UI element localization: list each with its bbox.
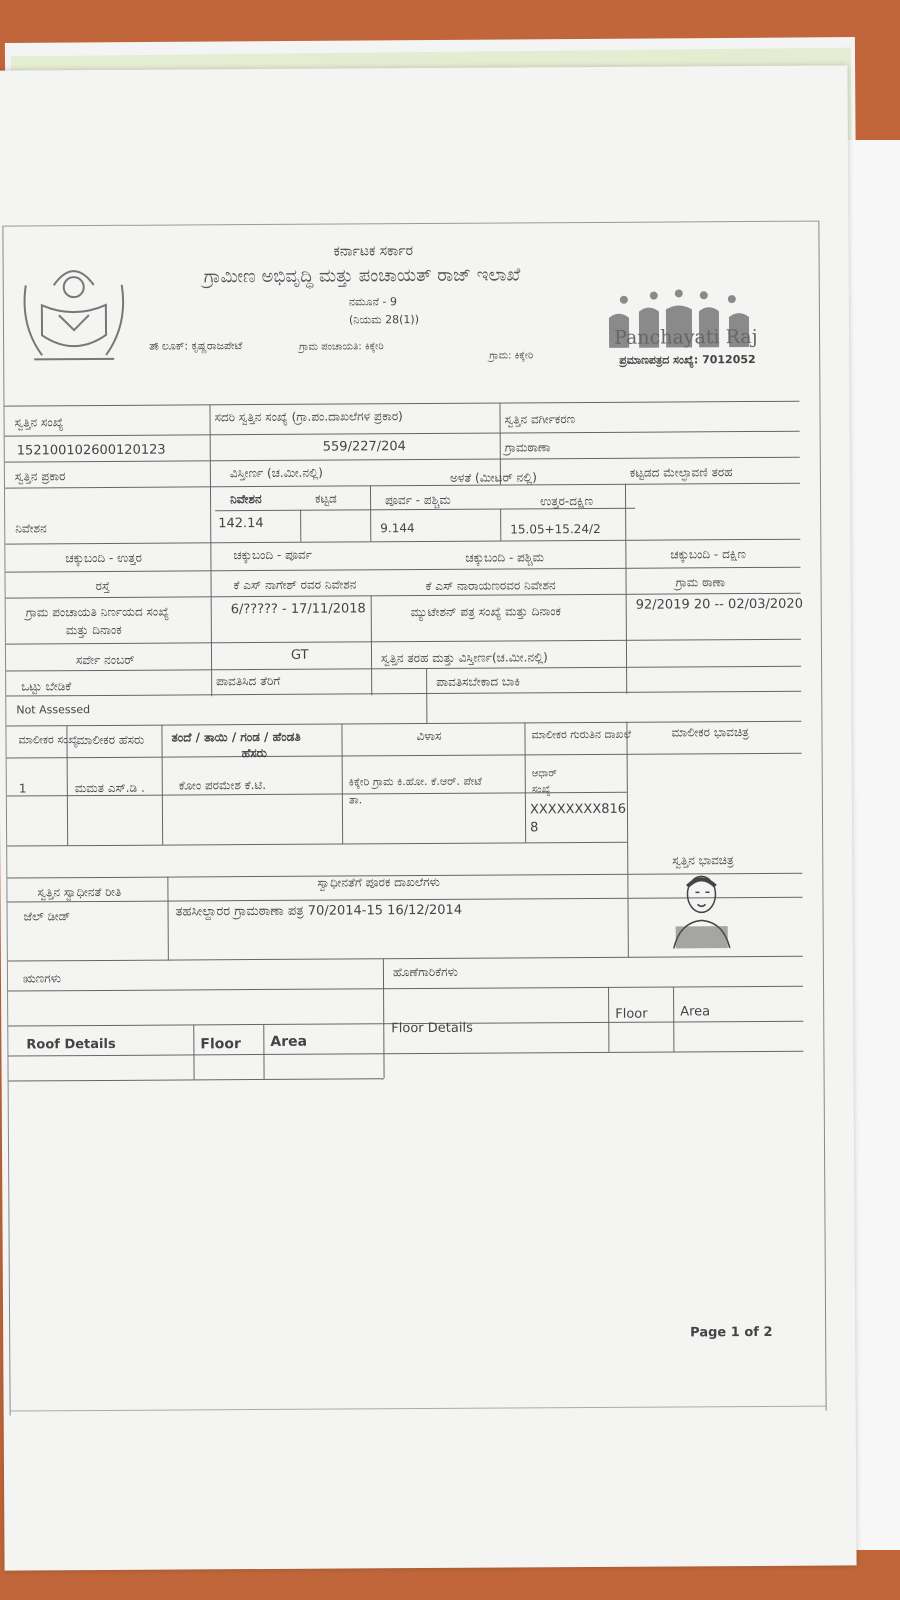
acquisition-docs-label: ಸ್ವಾಧೀನತೆಗೆ ಪೂರಕ ದಾಖಲೆಗಳು xyxy=(317,874,440,890)
certificate-number: ಪ್ರಮಾಣಪತ್ರದ ಸಂಖ್ಯೆ: 7012052 xyxy=(619,352,756,367)
table-line xyxy=(161,725,163,845)
east-boundary-label: ಚಕ್ಕುಬಂದಿ - ಪೂರ್ವ xyxy=(233,547,312,563)
south-boundary-value: ಗ್ರಾಮ ಠಾಣಾ xyxy=(675,575,726,590)
east-west-value: 9.144 xyxy=(380,521,415,536)
total-demand-value: Not Assessed xyxy=(16,703,91,717)
floor-details-label: Floor Details xyxy=(391,1020,473,1037)
dept-title: ಗ್ರಾಮೀಣ ಅಭಿವೃದ್ಧಿ ಮತ್ತು ಪಂಚಾಯತ್ ರಾಜ್ ಇಲಾಖೆ xyxy=(203,264,521,288)
table-line xyxy=(9,1078,384,1081)
resolution-value: 6/????? - 17/11/2018 xyxy=(230,601,366,618)
doc-top-border xyxy=(3,221,818,227)
owner-row-address-2: ತಾ. xyxy=(348,793,363,807)
table-line xyxy=(426,668,427,723)
owner-row-father: ಕೋಂ ಪರಮೇಶ ಕೆ.ಟಿ. xyxy=(178,777,267,793)
total-demand-label: ಒಟ್ಟು ಬೇಡಿಕೆ xyxy=(21,679,72,694)
table-line xyxy=(5,431,800,437)
table-line xyxy=(193,1024,194,1079)
property-type-label: ಸ್ವತ್ತಿನ ಪ್ರಕಾರ xyxy=(14,469,66,484)
photo-header: ಮಾಲೀಕರ ಭಾವಚಿತ್ರ xyxy=(671,725,749,740)
panchayati-raj-text: Panchayati Raj xyxy=(614,325,758,349)
table-line xyxy=(8,986,803,992)
property-photo-label: ಸ್ವತ್ತಿನ ಭಾವಚಿತ್ರ xyxy=(672,853,734,868)
roof-details-label: Roof Details xyxy=(26,1036,116,1053)
form-number: ನಮೂನೆ - 9 xyxy=(348,295,398,309)
north-boundary-label: ಚಕ್ಕುಬಂದಿ - ಉತ್ತರ xyxy=(65,550,142,566)
table-line xyxy=(167,877,169,961)
table-line xyxy=(673,986,674,1051)
owner-row-id-value-2: 8 xyxy=(530,820,539,836)
table-line xyxy=(608,987,609,1052)
owner-row-id-value: XXXXXXXX816 xyxy=(529,801,627,818)
responsibilities-label: ಹೊಣೆಗಾರಿಕೆಗಳು xyxy=(392,964,458,980)
property-class-label: ಸ್ವತ್ತಿನ ವರ್ಗೀಕರಣ xyxy=(504,412,576,427)
table-line xyxy=(4,401,799,407)
id-header: ಮಾಲೀಕರ ಗುರುತಿನ ದಾಖಲೆ xyxy=(531,727,632,742)
owner-row-address: ಕಿಕ್ಕೇರಿ ಗ್ರಾಮ ಕಿ.ಹೋ. ಕೆ.ಆರ್. ಪೇಟೆ xyxy=(348,774,482,789)
table-line xyxy=(263,1024,264,1079)
property-kind-label: ಸ್ವತ್ತಿನ ತರಹ ಮತ್ತು ವಿಸ್ತೀರ್ಣ(ಚ.ಮೀ.ನಲ್ಲಿ) xyxy=(380,650,548,666)
owner-row-number: 1 xyxy=(18,781,27,796)
tax-due-label: ಪಾವತಿಸಬೇಕಾದ ಬಾಕಿ xyxy=(436,674,520,689)
table-line xyxy=(5,567,800,573)
table-line xyxy=(5,539,800,545)
area-header: Area xyxy=(680,1004,711,1020)
document-page xyxy=(0,65,857,1570)
relation-header-2: ಹೆಸರು xyxy=(241,745,267,761)
west-boundary-label: ಚಕ್ಕುಬಂದಿ - ಪಶ್ಚಿಮ xyxy=(465,550,545,565)
property-id-label: ಸ್ವತ್ತಿನ ಸಂಖ್ಯೆ xyxy=(14,415,64,430)
rule-number: (ನಿಯಮ 28(1)) xyxy=(348,313,420,327)
north-boundary-value: ರಸ್ತೆ xyxy=(95,578,110,594)
property-type-value: ನಿವೇಶನ xyxy=(15,521,47,536)
table-line xyxy=(383,958,385,1078)
acquisition-docs-value: ತಹಸೀಲ್ದಾರರ ಗ್ರಾಮಠಾಣಾ ಪತ್ರ 70/2014-15 16/12/2014 xyxy=(175,902,463,920)
owner-row-name: ಮಮತ ಎಸ್.ಡಿ . xyxy=(74,780,145,796)
owner-number-header: ಮಾಲೀಕರ ಸಂಖ್ಯೆ xyxy=(18,733,79,747)
resolution-label: ಗ್ರಾಮ ಪಂಚಾಯತಿ ನಿರ್ಣಯದ ಸಂಖ್ಯೆ xyxy=(25,604,170,620)
table-line xyxy=(500,509,501,541)
west-boundary-value: ಕೆ ಎಸ್ ನಾರಾಯಣರವರ ನಿವೇಶನ xyxy=(425,578,556,593)
table-line xyxy=(524,722,526,842)
table-line xyxy=(371,595,373,695)
table-line xyxy=(625,484,627,694)
building-type-label: ಕಟ್ಟಡದ ಮೇಲ್ಛಾವಣಿ ತರಹ xyxy=(629,465,733,480)
resolution-label-2: ಮತ್ತು ದಿನಾಂಕ xyxy=(65,622,122,638)
table-line xyxy=(8,956,803,962)
gram-panchayat: ಗ್ರಾಮ ಪಂಚಾಯತಿ: ಕಿಕ್ಕೇರಿ xyxy=(299,341,384,353)
old-property-number-label: ಸದರಿ ಸ್ವತ್ತಿನ ಸಂಖ್ಯೆ (ಗ್ರಾ.ಪಂ.ದಾಖಲೆಗಳ ಪ್ರಕಾರ) xyxy=(214,409,403,425)
south-boundary-label: ಚಕ್ಕುಬಂದಿ - ದಕ್ಷಿಣ xyxy=(670,547,746,562)
area-label: ವಿಸ್ತೀರ್ಣ (ಚ.ಮೀ.ನಲ್ಲಿ) xyxy=(229,465,323,481)
north-south-value: 15.05+15.24/2 xyxy=(510,521,601,537)
tax-paid-label: ಪಾವತಿಸಿದ ತೆರಿಗೆ xyxy=(216,673,281,689)
owner-row-id-label-2: ಸಂಖ್ಯೆ xyxy=(531,784,551,796)
dimensions-label: ಅಳತೆ (ಮೀಟರ್ ನಲ್ಲಿ) xyxy=(449,470,537,485)
survey-number-label: ಸರ್ವೇ ನಂಬರ್ xyxy=(75,652,135,668)
site-area-value: 142.14 xyxy=(218,515,264,532)
roof-floor-header: Floor xyxy=(200,1036,241,1053)
table-line xyxy=(6,639,801,645)
village: ಗ್ರಾಮ: ಕಿಕ್ಕೇರಿ xyxy=(489,350,534,362)
mutation-label: ಮ್ಯುಟೇಶನ್ ಪತ್ರ ಸಂಖ್ಯೆ ಮತ್ತು ದಿನಾಂಕ xyxy=(410,604,561,620)
owner-photo xyxy=(665,866,737,948)
old-property-number-value: 559/227/204 xyxy=(322,439,406,455)
table-line xyxy=(626,722,628,958)
govt-title: ಕರ್ನಾಟಕ ಸರ್ಕಾರ xyxy=(333,243,414,260)
karnataka-emblem-icon xyxy=(14,255,135,376)
property-class-value: ಗ್ರಾಮಠಾಣಾ xyxy=(504,440,551,455)
page-number: Page 1 of 2 xyxy=(690,1324,773,1341)
property-id-value: 152100102600120123 xyxy=(16,442,166,459)
table-line xyxy=(341,724,343,844)
table-line xyxy=(300,510,301,542)
site-label: ನಿವೇಶನ xyxy=(230,491,262,507)
table-line xyxy=(8,1051,803,1057)
doc-bottom-border xyxy=(11,1406,826,1412)
relation-header: ತಂದೆ / ತಾಯಿ / ಗಂಡ / ಹೆಂಡತಿ xyxy=(171,729,301,745)
north-south-label: ಉತ್ತರ-ದಕ್ಷಿಣ xyxy=(540,493,594,509)
owner-row-id-label: ಆಧಾರ್ xyxy=(531,768,557,780)
address-header: ವಿಳಾಸ xyxy=(416,728,442,744)
taluk: ತಾ್ಲೂಕ್: ಕೃಷ್ಣರಾಜಪೇಟೆ xyxy=(149,339,243,353)
form-9-certificate xyxy=(2,221,826,1416)
east-west-label: ಪೂರ್ವ - ಪಶ್ಚಿಮ xyxy=(385,492,451,508)
panchayati-raj-logo-icon xyxy=(604,289,754,360)
floor-header: Floor xyxy=(615,1006,648,1022)
owner-name-header: ಮಾಲೀಕರ ಹೆಸರು xyxy=(76,732,145,748)
acquisition-method-label: ಸ್ವತ್ತಿನ ಸ್ವಾಧೀನತೆ ರೀತಿ xyxy=(37,884,122,900)
table-line xyxy=(6,691,801,697)
roof-area-header: Area xyxy=(270,1033,308,1050)
table-line xyxy=(7,842,627,847)
building-label: ಕಟ್ಟಡ xyxy=(315,491,337,506)
east-boundary-value: ಕೆ ಎಸ್ ನಾಗೇಶ್ ರವರ ನಿವೇಶನ xyxy=(233,577,357,593)
acquisition-method-value: ಜೆಲ್ ಡೀಡ್ xyxy=(23,909,71,924)
survey-number-value: GT xyxy=(290,647,309,663)
table-line xyxy=(7,753,802,759)
mutation-value: 92/2019 20 -- 02/03/2020 xyxy=(635,596,804,613)
encumbrance-label: ಋಣಗಳು xyxy=(22,971,62,986)
table-line xyxy=(209,404,212,696)
table-line xyxy=(370,485,371,541)
table-line xyxy=(5,483,800,489)
